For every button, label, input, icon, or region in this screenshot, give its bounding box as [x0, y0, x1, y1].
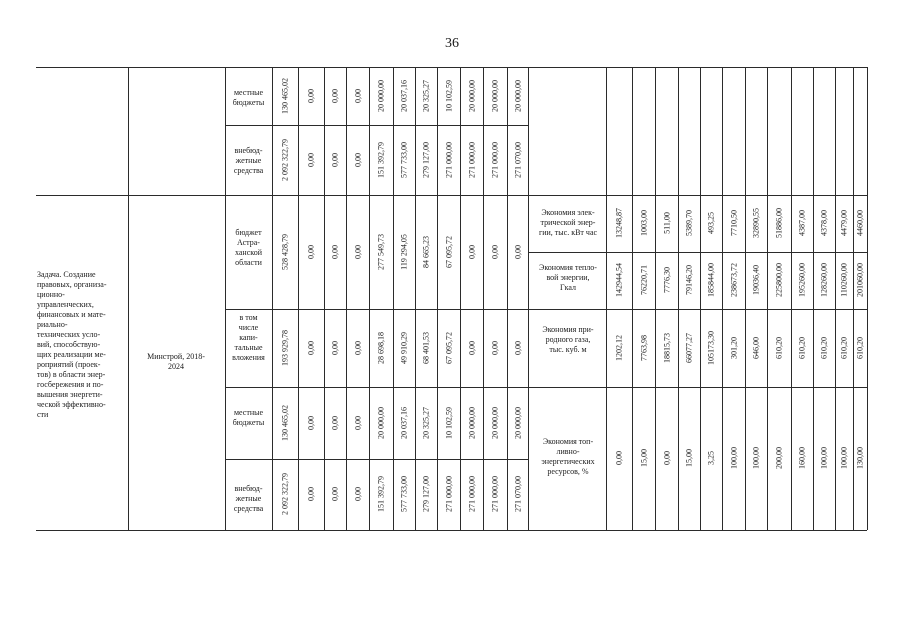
funding-cell-local-bottom: 0,00: [330, 416, 340, 430]
funding-cell-capital: 0,00: [490, 341, 500, 355]
funding-cell-capital: 0,00: [353, 341, 362, 355]
indicator-cell-gas: 1202,12: [614, 335, 624, 361]
indicator-cell-electricity: 4460,00: [855, 210, 865, 236]
indicator-cell-gas: 610,20: [774, 337, 784, 359]
indicator-cell-gas: 7763,98: [639, 335, 648, 361]
indicator-cell-gas: 646,00: [751, 337, 761, 359]
funding-cell-local-bottom: 20 000,00: [467, 407, 476, 439]
indicator-cell-heat: 201060,00: [855, 263, 865, 297]
funding-cell-regional: 0,00: [490, 245, 500, 259]
indicator-cell-heat: 110260,00: [839, 263, 849, 297]
source-label-regional: бюджет Астра- ханской области: [234, 228, 263, 267]
funding-cell-local-top: 0,00: [306, 89, 316, 103]
funding-cell-local-bottom: 10 102,59: [444, 407, 453, 439]
funding-cell-capital: 0,00: [467, 341, 476, 355]
funding-cell-extra-top: 0,00: [330, 153, 340, 167]
funding-cell-local-top: 20 000,00: [513, 80, 522, 112]
indicator-cell-gas: 66077,27: [684, 333, 694, 363]
table-rule: [393, 67, 394, 530]
indicator-cell-gas: 18815,73: [662, 333, 671, 363]
funding-cell-extra-top: 271 000,00: [490, 142, 500, 178]
table-rule: [369, 67, 370, 530]
indicator-cell-fuel: 100,00: [729, 447, 738, 469]
indicator-cell-electricity: 13248,87: [614, 208, 624, 238]
funding-cell-regional: 119 294,05: [399, 234, 409, 270]
funding-cell-extra-bottom: 0,00: [330, 487, 340, 501]
funding-cell-regional: 0,00: [467, 245, 476, 259]
funding-cell-capital: 28 698,18: [376, 332, 386, 364]
indicator-cell-gas: 610,20: [819, 337, 829, 359]
table-rule: [853, 67, 854, 530]
table-rule: [225, 459, 528, 460]
funding-cell-local-top: 20 000,00: [376, 80, 386, 112]
table-rule: [700, 67, 701, 530]
table-rule: [835, 67, 836, 530]
funding-cell-local-bottom: 20 037,16: [399, 407, 409, 439]
funding-cell-extra-bottom: 271 000,00: [490, 476, 500, 512]
funding-cell-capital: 0,00: [306, 341, 316, 355]
indicator-cell-electricity: 4479,00: [839, 210, 849, 236]
indicator-cell-gas: 610,20: [797, 337, 807, 359]
table-rule: [225, 67, 226, 530]
table-rule: [655, 67, 656, 530]
indicator-cell-heat: 128260,00: [819, 263, 829, 297]
table-rule: [324, 67, 325, 530]
indicator-cell-heat: 19036,40: [751, 265, 761, 295]
funding-cell-regional: 0,00: [513, 245, 522, 259]
table-rule: [867, 67, 868, 530]
table-rule: [36, 67, 867, 68]
table-rule: [36, 195, 867, 196]
table-rule: [606, 67, 607, 530]
funding-cell-extra-bottom: 577 733,00: [399, 476, 409, 512]
indicator-cell-electricity: 51886,00: [774, 208, 784, 238]
funding-cell-local-bottom: 20 000,00: [376, 407, 386, 439]
funding-cell-capital: 193 929,78: [280, 330, 290, 366]
table-rule: [507, 67, 508, 530]
executor-cell: Минстрой, 2018- 2024: [147, 352, 205, 371]
indicator-label-gas: Экономия при- родного газа, тыс. куб. м: [542, 325, 594, 354]
indicator-cell-heat: 79146,20: [684, 265, 694, 295]
table-rule: [225, 309, 528, 310]
source-label-extra-top: внебюд- жетные средства: [233, 146, 264, 175]
indicator-cell-electricity: 4378,00: [819, 210, 829, 236]
indicator-cell-electricity: 4387,00: [797, 210, 807, 236]
indicator-cell-heat: 76220,71: [639, 265, 648, 295]
funding-cell-regional: 277 549,73: [376, 234, 386, 270]
funding-cell-regional: 0,00: [353, 245, 362, 259]
indicator-cell-electricity: 5389,70: [684, 210, 694, 236]
indicator-cell-fuel: 160,00: [797, 447, 807, 469]
table-rule: [460, 67, 461, 530]
funding-cell-regional: 0,00: [306, 245, 316, 259]
indicator-label-electricity: Экономия элек- трической энер- гии, тыс. кВт час: [538, 208, 598, 237]
table-rule: [483, 67, 484, 530]
funding-cell-regional: 528 428,79: [280, 234, 290, 270]
table-rule: [678, 67, 679, 530]
funding-cell-local-bottom: 20 000,00: [490, 407, 500, 439]
indicator-cell-electricity: 493,25: [706, 212, 716, 234]
funding-cell-regional: 84 665,23: [421, 236, 431, 268]
funding-cell-local-top: 20 037,16: [399, 80, 409, 112]
table-rule: [346, 67, 347, 530]
funding-cell-extra-top: 0,00: [353, 153, 362, 167]
table-rule: [813, 67, 814, 530]
funding-cell-extra-bottom: 271 000,00: [467, 476, 476, 512]
funding-cell-extra-top: 271 000,00: [467, 142, 476, 178]
indicator-cell-fuel: 200,00: [774, 447, 784, 469]
funding-cell-extra-top: 0,00: [306, 153, 316, 167]
indicator-cell-fuel: 15,00: [684, 449, 694, 467]
funding-cell-extra-top: 577 733,00: [399, 142, 409, 178]
indicator-cell-heat: 225800,00: [774, 263, 784, 297]
indicator-cell-heat: 195260,00: [797, 263, 807, 297]
indicator-cell-fuel: 15,00: [639, 449, 648, 467]
table-rule: [272, 67, 273, 530]
funding-cell-capital: 67 095,72: [444, 332, 453, 364]
funding-cell-local-top: 20 000,00: [490, 80, 500, 112]
funding-cell-regional: 0,00: [330, 245, 340, 259]
funding-cell-local-top: 10 102,59: [444, 80, 453, 112]
indicator-cell-heat: 238673,72: [729, 263, 738, 297]
table-rule: [528, 387, 867, 388]
indicator-label-heat: Экономия тепло- вой энергии, Гкал: [539, 263, 597, 292]
funding-cell-local-top: 130 465,02: [280, 78, 290, 114]
indicator-label-fuel: Экономия топ- ливно- энергетических ресурсов, %: [541, 437, 595, 476]
funding-cell-extra-top: 271 000,00: [444, 142, 453, 178]
funding-cell-capital: 49 910,29: [399, 332, 409, 364]
funding-cell-extra-bottom: 2 092 322,79: [280, 473, 290, 515]
funding-cell-extra-bottom: 151 392,79: [376, 476, 386, 512]
funding-cell-extra-bottom: 271 070,00: [513, 476, 522, 512]
indicator-cell-electricity: 32890,55: [751, 208, 761, 238]
table-rule: [437, 67, 438, 530]
source-label-capital: в том числе капи- тальные вложения: [232, 313, 265, 362]
funding-cell-local-bottom: 0,00: [306, 416, 316, 430]
indicator-cell-heat: 142944,54: [614, 263, 624, 297]
indicator-cell-fuel: 3,25: [706, 451, 716, 465]
indicator-cell-gas: 301,20: [729, 337, 738, 359]
indicator-cell-gas: 610,20: [839, 337, 849, 359]
funding-cell-capital: 68 401,53: [421, 332, 431, 364]
indicator-cell-electricity: 7710,50: [729, 210, 738, 236]
source-label-local-bottom: местные бюджеты: [232, 408, 265, 427]
funding-cell-local-bottom: 20 325,27: [421, 407, 431, 439]
funding-cell-extra-top: 2 092 322,79: [280, 139, 290, 181]
indicator-cell-fuel: 100,00: [751, 447, 761, 469]
task-description: Задача. Создание правовых, организа- ционно- управленческих, финансовых и мате- риально- технических усло- вий, способствую- щих реализации ме- роприятий (проек- тов) в области энер- госбережения и по- вышения энергети- ческой эффективно- сти: [37, 270, 107, 419]
indicator-cell-gas: 105173,30: [706, 331, 716, 365]
table-rule: [745, 67, 746, 530]
funding-cell-local-top: 20 000,00: [467, 80, 476, 112]
table-rule: [767, 67, 768, 530]
table-rule: [632, 67, 633, 530]
indicator-cell-electricity: 1003,00: [639, 210, 648, 236]
funding-cell-local-top: 0,00: [330, 89, 340, 103]
funding-cell-capital: 0,00: [330, 341, 340, 355]
funding-cell-extra-top: 279 127,00: [421, 142, 431, 178]
funding-cell-local-bottom: 20 000,00: [513, 407, 522, 439]
funding-cell-extra-bottom: 271 000,00: [444, 476, 453, 512]
table-rule: [225, 125, 528, 126]
indicator-cell-gas: 610,20: [855, 337, 865, 359]
funding-cell-local-top: 0,00: [353, 89, 362, 103]
table-rule: [791, 67, 792, 530]
funding-cell-extra-top: 271 070,00: [513, 142, 522, 178]
table-rule: [528, 309, 867, 310]
source-label-extra-bottom: внебюд- жетные средства: [233, 484, 264, 513]
funding-cell-extra-top: 151 392,79: [376, 142, 386, 178]
funding-cell-extra-bottom: 0,00: [353, 487, 362, 501]
table-rule: [298, 67, 299, 530]
indicator-cell-fuel: 100,00: [839, 447, 849, 469]
funding-cell-capital: 0,00: [513, 341, 522, 355]
table-rule: [36, 530, 867, 531]
indicator-cell-electricity: 511,00: [662, 212, 671, 234]
funding-cell-extra-bottom: 279 127,00: [421, 476, 431, 512]
indicator-cell-fuel: 0,00: [662, 451, 671, 465]
indicator-cell-fuel: 100,00: [819, 447, 829, 469]
source-label-local-top: местные бюджеты: [232, 88, 265, 107]
table-rule: [128, 67, 129, 530]
table-rule: [528, 67, 529, 530]
indicator-cell-heat: 185844,00: [706, 263, 716, 297]
table-rule: [225, 387, 528, 388]
table-rule: [722, 67, 723, 530]
funding-cell-local-bottom: 130 465,02: [280, 405, 290, 441]
page-number: 36: [445, 36, 459, 51]
table-rule: [415, 67, 416, 530]
indicator-cell-fuel: 130,00: [855, 447, 865, 469]
funding-cell-extra-bottom: 0,00: [306, 487, 316, 501]
funding-cell-local-top: 20 325,27: [421, 80, 431, 112]
table-rule: [528, 252, 867, 253]
funding-cell-local-bottom: 0,00: [353, 416, 362, 430]
funding-cell-regional: 67 095,72: [444, 236, 453, 268]
indicator-cell-heat: 7776,30: [662, 267, 671, 293]
indicator-cell-fuel: 0,00: [614, 451, 624, 465]
